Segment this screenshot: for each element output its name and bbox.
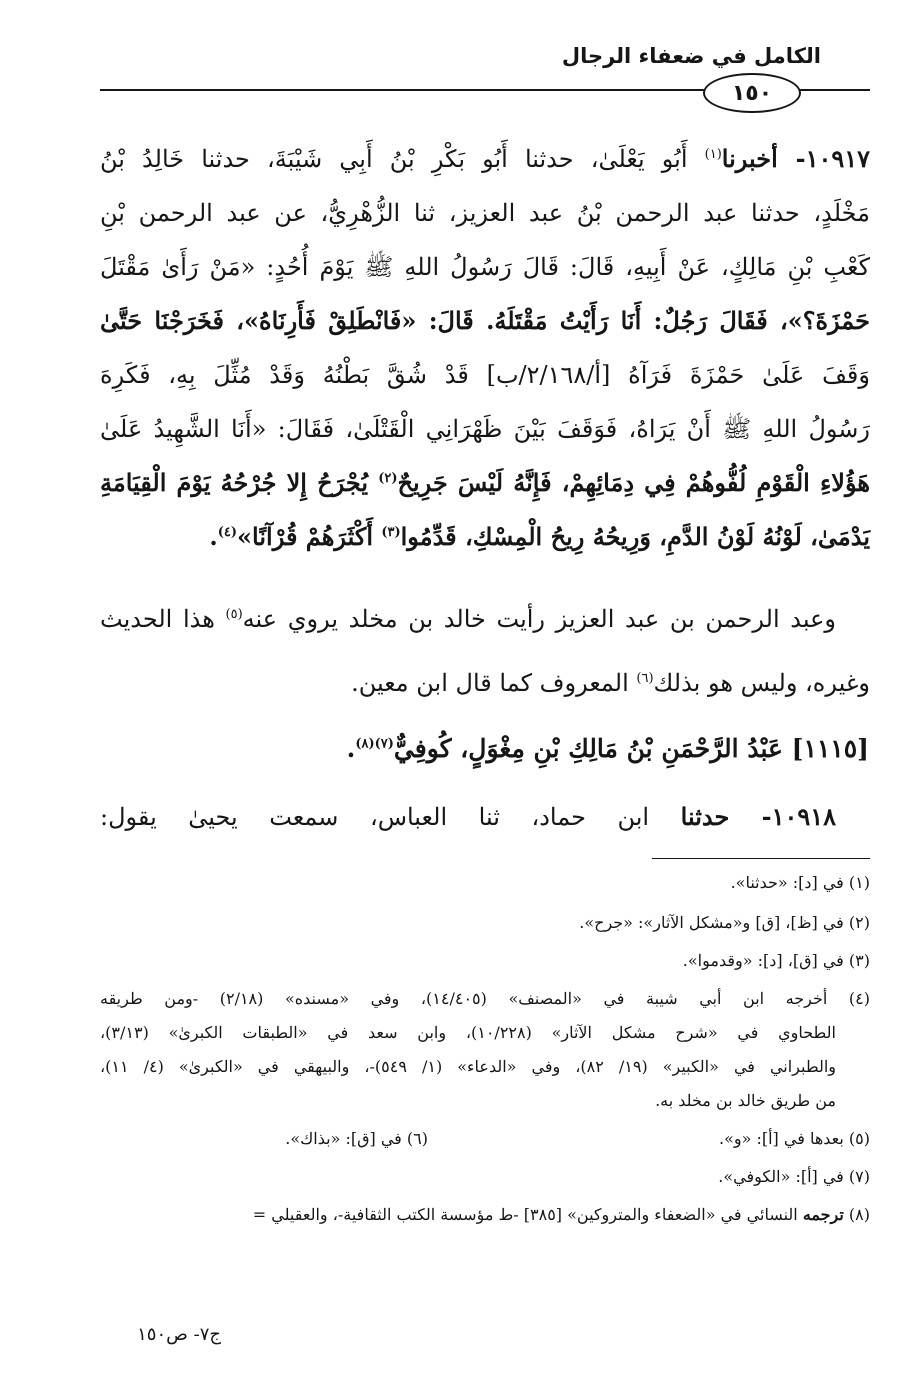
footnote-4: (٤) أخرجه ابن أبي شيبة في «المصنف» (١٤/٤٠٥)، وفي «مسنده» (٢/١٨) -ومن طريقه xyxy=(100,989,870,1008)
footnote-4-line: من طريق خالد بن مخلد به. xyxy=(655,1091,836,1110)
footnote-separator xyxy=(652,858,870,859)
text-line: وعبد الرحمن بن عبد العزيز رأيت خالد بن مخلد يروي عنه$^{(٥)}$ هذا الحديث xyxy=(100,605,837,633)
footnote-row-5-6 xyxy=(100,1123,870,1155)
text-line: هَؤُلاءِ الْقَوْمِ لُفُّوهُمْ فِي دِمَائِهِمْ، فَإِنَّهُ لَيْسَ جَرِيحٌ$^{(٢)}$ يُجْرَحُ إِلا جُرْحُهُ يَوْمَ الْقِيَامَةِ xyxy=(100,468,871,497)
text-line: ١٠٩١٨- حدثنا ابن حماد، ثنا العباس، سمعت يحيىٰ يقول: xyxy=(100,802,837,831)
page-number xyxy=(703,73,801,113)
footnote-3: (٣) في [ق]، [د]: «وقدموا». xyxy=(682,951,870,970)
text-line: كَعْبِ بْنِ مَالِكٍ، عَنْ أَبِيهِ، قَالَ: قَالَ رَسُولُ اللهِ ﷺ يَوْمَ أُحُدٍ: «مَنْ رَأَىٰ مَقْتَلَ xyxy=(100,253,871,281)
footnote-4-line: والطبراني في «الكبير» (١٩/ ٨٢)، وفي «الدعاء» (١/ ٥٤٩)-، والبيهقي في «الكبرىٰ» (٤/ ١١)، xyxy=(100,1057,837,1076)
footnote-4-line: الطحاوي في «شرح مشكل الآثار» (١٠/٢٢٨)، وابن سعد في «الطبقات الكبرىٰ» (٣/١٣)، xyxy=(100,1023,836,1042)
text-line: يَدْمَىٰ، لَوْنُهُ لَوْنُ الدَّمِ، وَرِيحُهُ رِيحُ الْمِسْكِ، قَدِّمُوا$^{(٣)}$ أَكْثَرَهُمْ قُرْآنًا»$^{(٤)}$. xyxy=(209,522,870,551)
text-line: مَخْلَدٍ، حدثنا عبد الرحمن بْنُ عبد العزيز، ثنا الزُّهْرِيُّ، عن عبد الرحمن بْنِ xyxy=(100,199,870,227)
footnote-2: (٢) في [ظ]، [ق] و«مشكل الآثار»: «جرح». xyxy=(579,913,870,932)
footnote-8: (٨) ترجمه النسائي في «الضعفاء والمتروكين» [٣٨٥] -ط مؤسسة الكتب الثقافية-، والعقيلي = xyxy=(252,1205,870,1224)
footnote-1: (١) في [د]: «حدثنا». xyxy=(730,873,870,892)
text-line: ١٠٩١٧- أخبرنا$^{(١)}$ أَبُو يَعْلَىٰ، حدثنا أَبُو بَكْرِ بْنُ أَبِي شَيْبَةَ، حدثنا خَالِدُ بْنُ xyxy=(100,144,871,173)
footnote-7: (٧) في [أ]: «الكوفي». xyxy=(718,1167,870,1186)
text-line: حَمْزَةَ؟»، فَقَالَ رَجُلٌ: أَنَا رَأَيْتُ مَقْتَلَهُ. قَالَ: «فَانْطَلِقْ فَأَرِنَاهُ»، فَخَرَجْنَا حَتَّىٰ xyxy=(100,306,870,335)
entry-heading: [١١١٥] عَبْدُ الرَّحْمَنِ بْنُ مَالِكِ بْنِ مِغْوَلٍ، كُوفِيٌّ$^{(٧)(٨)}$. xyxy=(346,734,869,763)
footnote-6: (٦) في [ق]: «بذاك». xyxy=(285,1129,428,1148)
volume-page-reference: ج٧- ص١٥٠ xyxy=(137,1324,221,1345)
running-title: الكامل في ضعفاء الرجال xyxy=(561,44,821,68)
footnote-5: (٥) بعدها في [أ]: «و». xyxy=(718,1129,870,1148)
text-line: رَسُولُ اللهِ ﷺ أَنْ يَرَاهُ، فَوَقَفَ بَيْنَ ظَهْرَانِي الْقَتْلَىٰ، فَقَالَ: «أَنَا الشَّهِيدُ عَلَىٰ xyxy=(100,415,870,443)
text-line: وغيره، وليس هو بذلك$^{(٦)}$ المعروف كما قال ابن معين. xyxy=(351,669,870,697)
page-number-text: ١٥٠ xyxy=(731,80,773,106)
text-line: وَقَفَ عَلَىٰ حَمْزَةَ فَرَآهُ [أ/٢/١٦٨/ب] قَدْ شُقَّ بَطْنُهُ وَقَدْ مُثِّلَ بِهِ، فَكَرِهَ xyxy=(100,361,870,389)
